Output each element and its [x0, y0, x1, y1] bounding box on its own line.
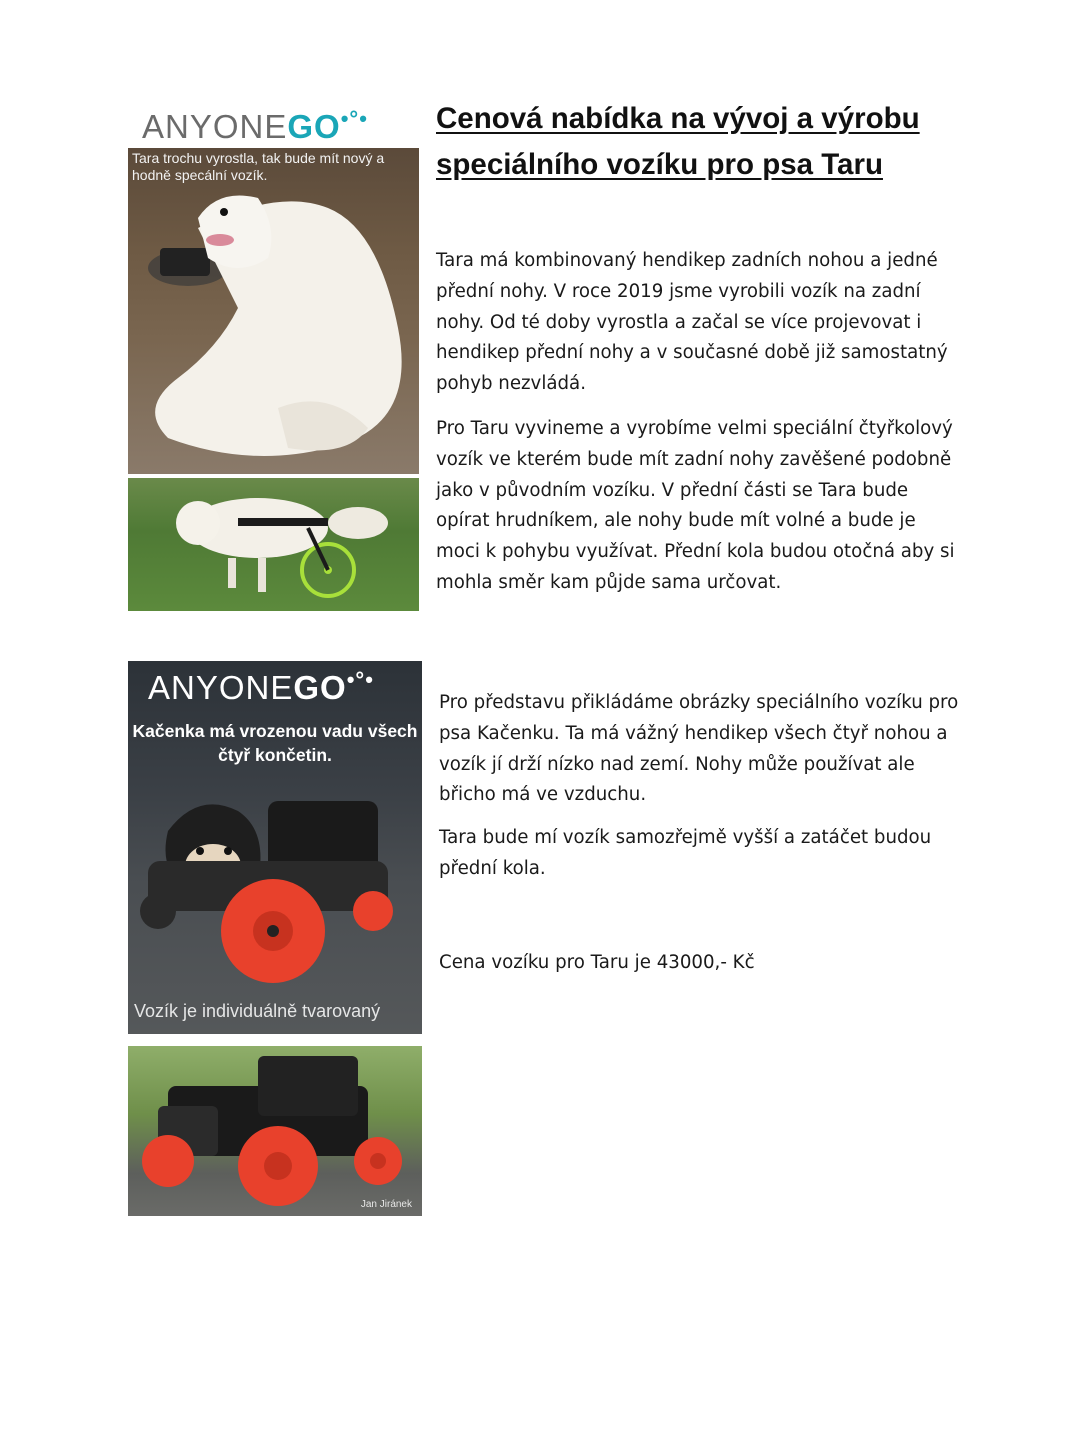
- photo-caption-bottom: Vozík je individuálně tvarovaný: [134, 1001, 381, 1021]
- paragraph-3: Pro představu přikládáme obrázky speciálního vozíku pro psa Kačenku. Ta má vážný hendikep všech čtyř nohou a vozík jí drží nízko nad zemí. Nohy může používat ale břicho má ve vzduchu.: [439, 692, 959, 806]
- photo-kacenka-dog: [128, 661, 422, 1034]
- empty-cart-illustration: [128, 1046, 422, 1216]
- photo-empty-cart: [128, 1046, 422, 1216]
- photo-tara-old-cart: [128, 478, 419, 611]
- dog-in-cart-illustration: [128, 478, 419, 611]
- photo-tara-dog: [128, 100, 419, 474]
- section-1-text: [436, 246, 956, 599]
- price-line: Cena vozíku pro Taru je 43000,- Kč: [439, 952, 755, 973]
- paragraph-2: Pro Taru vyvineme a vyrobíme velmi speciální čtyřkolový vozík ve kterém bude mít zadní nohy zavěšené podobně jako v původním vozíku. V přední části se Tara bude opírat hrudníkem, ale nohy bude mít volné a bude je moci k pohybu využívat. Přední kola budou otočná aby si mohla směr kam půjde sama určovat.: [436, 417, 955, 593]
- photo-caption-top: Kačenka má vrozenou vadu všech čtyř končetin.: [132, 721, 418, 765]
- document-title: Cenová nabídka na vývoj a výrobu speciálního vozíku pro psa Taru: [436, 102, 920, 181]
- paragraph-4: Tara bude mí vozík samozřejmě vyšší a zatáčet budou přední kola.: [439, 827, 932, 879]
- photo-credit: Jan Jiránek: [360, 1199, 412, 1210]
- section-2-text: [439, 688, 959, 885]
- red-cart-dog-illustration: [128, 771, 422, 1001]
- paragraph-1: Tara má kombinovaný hendikep zadních nohou a jedné přední nohy. V roce 2019 jsme vyrobili vozík na zadní nohy. Od té doby vyrostla a začal se více projevovat i hendikep přední nohy a v současné době již samostatný pohyb nezvládá.: [436, 250, 948, 395]
- anyonego-logo: ANYONEGO•°•: [142, 106, 368, 145]
- white-dog-illustration: [128, 148, 419, 474]
- anyonego-logo-white: ANYONEGO•°•: [148, 667, 374, 706]
- photo-caption: Tara trochu vyrostla, tak bude mít nový a hodně specální vozík.: [132, 150, 385, 183]
